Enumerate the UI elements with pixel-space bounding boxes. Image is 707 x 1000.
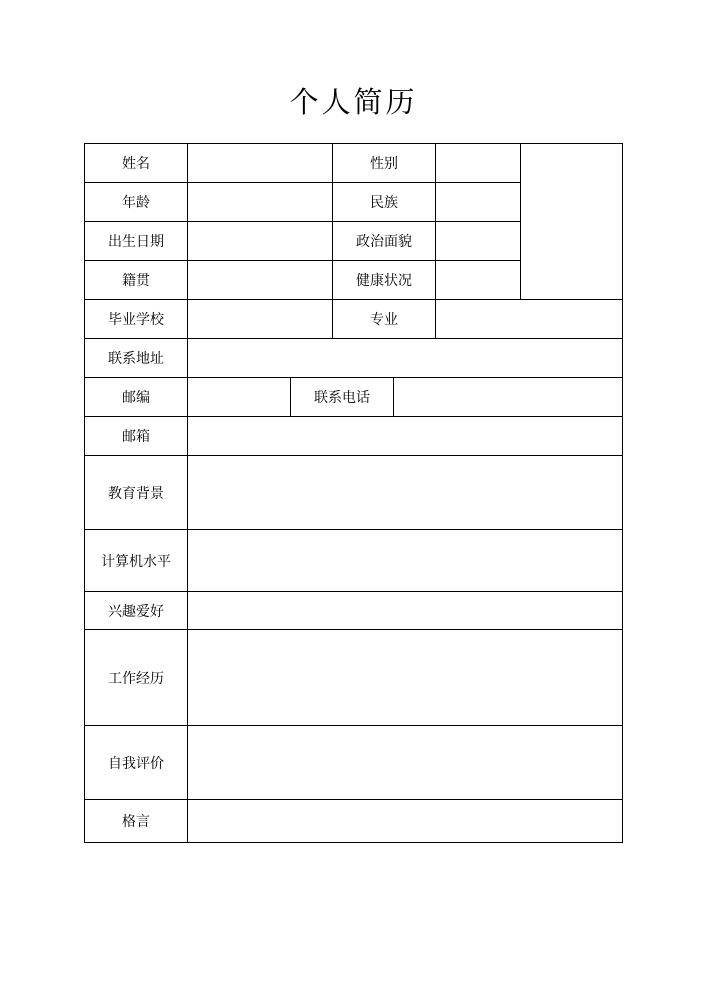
- phone-field[interactable]: [394, 378, 623, 417]
- health-field[interactable]: [436, 261, 521, 300]
- label-political-status: 政治面貌: [333, 222, 436, 261]
- table-row: [85, 378, 623, 417]
- photo-cell[interactable]: [521, 144, 623, 300]
- label-work-experience: 工作经历: [85, 630, 188, 726]
- label-postal-code: 邮编: [85, 378, 188, 417]
- native-place-field[interactable]: [188, 261, 333, 300]
- school-field[interactable]: [188, 300, 333, 339]
- label-birth-date: 出生日期: [85, 222, 188, 261]
- label-major: 专业: [333, 300, 436, 339]
- major-field[interactable]: [436, 300, 623, 339]
- label-school: 毕业学校: [85, 300, 188, 339]
- label-name: 姓名: [85, 144, 188, 183]
- label-phone: 联系电话: [291, 378, 394, 417]
- table-row: [85, 726, 623, 800]
- name-field[interactable]: [188, 144, 333, 183]
- label-native-place: 籍贯: [85, 261, 188, 300]
- motto-field[interactable]: [188, 800, 623, 843]
- label-gender: 性别: [333, 144, 436, 183]
- page-title: 个人简历: [289, 85, 418, 119]
- label-hobbies: 兴趣爱好: [85, 592, 188, 630]
- label-health: 健康状况: [333, 261, 436, 300]
- table-row: [85, 630, 623, 726]
- label-address: 联系地址: [85, 339, 188, 378]
- table-row: [85, 592, 623, 630]
- age-field[interactable]: [188, 183, 333, 222]
- resume-form-table: [84, 143, 623, 843]
- label-age: 年龄: [85, 183, 188, 222]
- table-row: [85, 456, 623, 530]
- self-evaluation-field[interactable]: [188, 726, 623, 800]
- work-experience-field[interactable]: [188, 630, 623, 726]
- label-self-evaluation: 自我评价: [85, 726, 188, 800]
- table-row: [85, 800, 623, 843]
- label-ethnicity: 民族: [333, 183, 436, 222]
- label-education: 教育背景: [85, 456, 188, 530]
- table-row: [85, 144, 623, 183]
- postal-code-field[interactable]: [188, 378, 291, 417]
- email-field[interactable]: [188, 417, 623, 456]
- gender-field[interactable]: [436, 144, 521, 183]
- label-motto: 格言: [85, 800, 188, 843]
- table-row: [85, 339, 623, 378]
- table-row: [85, 417, 623, 456]
- label-computer-skill: 计算机水平: [85, 530, 188, 592]
- table-row: [85, 530, 623, 592]
- ethnicity-field[interactable]: [436, 183, 521, 222]
- birth-date-field[interactable]: [188, 222, 333, 261]
- hobbies-field[interactable]: [188, 592, 623, 630]
- political-status-field[interactable]: [436, 222, 521, 261]
- computer-skill-field[interactable]: [188, 530, 623, 592]
- label-email: 邮箱: [85, 417, 188, 456]
- address-field[interactable]: [188, 339, 623, 378]
- education-field[interactable]: [188, 456, 623, 530]
- table-row: [85, 300, 623, 339]
